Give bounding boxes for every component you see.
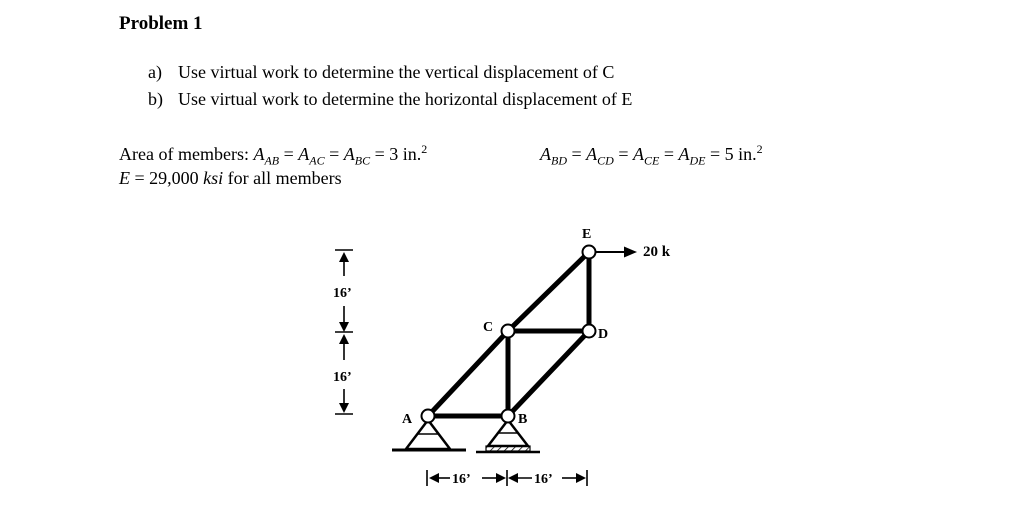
joint-c bbox=[502, 325, 515, 338]
node-label-b: B bbox=[518, 412, 528, 427]
load-arrow bbox=[596, 247, 637, 258]
modulus-value: = 29,000 bbox=[134, 168, 199, 188]
horizontal-dim-left: 16’ bbox=[452, 472, 471, 487]
horizontal-dimension bbox=[427, 470, 587, 486]
area-group-2-value: = 5 in. bbox=[709, 144, 757, 164]
part-a-label: a) bbox=[148, 62, 162, 82]
problem-title: Problem 1 bbox=[119, 13, 203, 34]
joint-b bbox=[502, 410, 515, 423]
node-label-d: D bbox=[598, 327, 609, 342]
joint-d bbox=[583, 325, 596, 338]
node-label-c: C bbox=[483, 320, 494, 335]
horizontal-dim-right: 16’ bbox=[534, 472, 553, 487]
vertical-dim-upper: 16’ bbox=[333, 286, 352, 301]
node-label-e: E bbox=[582, 227, 592, 242]
part-b-label: b) bbox=[148, 89, 163, 109]
joint-e bbox=[583, 246, 596, 259]
joint-a bbox=[422, 410, 435, 423]
member-bd bbox=[508, 331, 589, 416]
modulus-symbol: E bbox=[119, 168, 130, 188]
vertical-dim-lower: 16’ bbox=[333, 370, 352, 385]
part-b-text: Use virtual work to determine the horizontal displacement of E bbox=[178, 89, 633, 109]
load-label: 20 k bbox=[643, 244, 671, 260]
modulus-unit: ksi bbox=[203, 168, 224, 188]
roller-support-b bbox=[476, 420, 540, 452]
node-label-a: A bbox=[402, 412, 413, 427]
part-a-text: Use virtual work to determine the vertical displacement of C bbox=[178, 62, 615, 82]
area-group-1: Area of members: $A_{AB} = A_{AC} = A_{BC} = 3$ in.$^2$ bbox=[119, 142, 428, 168]
member-ce bbox=[508, 252, 589, 331]
modulus-suffix: for all members bbox=[227, 168, 342, 188]
vertical-dimension bbox=[335, 250, 353, 414]
area-group-2: $A_{BD} = A_{CD} = A_{CE} = A_{DE} = 5$ in.$^2$ bbox=[540, 142, 763, 168]
area-prefix: Area of members: bbox=[119, 144, 249, 164]
area-group-1-value: = 3 in. bbox=[374, 144, 422, 164]
member-ac bbox=[428, 331, 508, 416]
